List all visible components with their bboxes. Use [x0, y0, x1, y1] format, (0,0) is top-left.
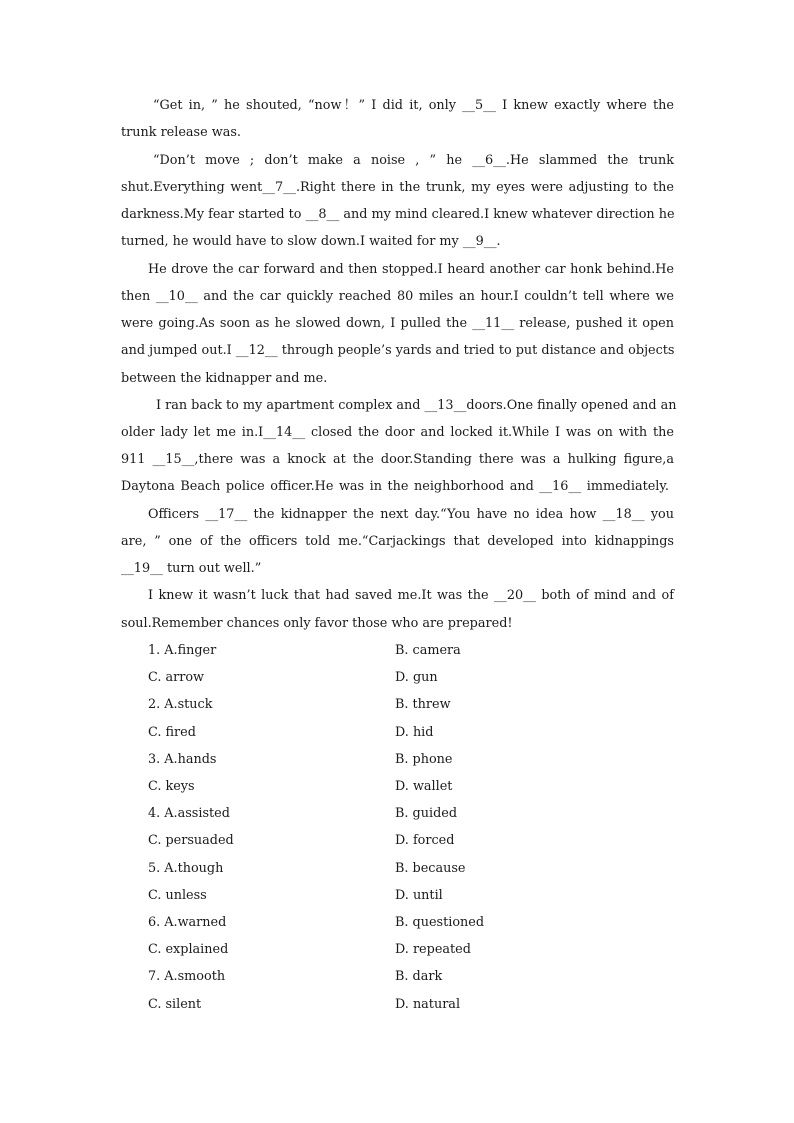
- option-left: 3. A.hands: [148, 752, 217, 767]
- option-left: C. explained: [148, 942, 229, 957]
- passage-line: and jumped out.I __12__ through people’s yards and tried to put distance and objects: [121, 343, 675, 358]
- passage-line: soul.Remember chances only favor those who are prepared!: [121, 616, 513, 631]
- option-right: D. wallet: [395, 779, 453, 794]
- passage-line: Daytona Beach police officer.He was in the neighborhood and __16__ immediately.: [121, 479, 669, 494]
- passage-line: “Don’t move ; don’t make a noise , ” he __6__.He slammed the trunk: [153, 153, 674, 168]
- passage-line: Officers __17__ the kidnapper the next day.“You have no idea how __18__ you: [148, 507, 674, 522]
- option-left: C. keys: [148, 779, 195, 794]
- passage-line: between the kidnapper and me.: [121, 371, 328, 386]
- option-left: C. arrow: [148, 670, 204, 685]
- option-right: D. hid: [395, 725, 434, 740]
- option-left: C. persuaded: [148, 833, 234, 848]
- passage-line: then __10__ and the car quickly reached 80 miles an hour.I couldn’t tell where we: [121, 289, 674, 304]
- passage-line: __19__ turn out well.”: [121, 561, 262, 576]
- passage-line: 911 __15__,there was a knock at the door.Standing there was a hulking figure,a: [121, 452, 674, 467]
- passage-line: He drove the car forward and then stopped.I heard another car honk behind.He: [148, 262, 674, 277]
- passage-line: older lady let me in.I__14__ closed the door and locked it.While I was on with the: [121, 425, 674, 440]
- option-left: 7. A.smooth: [148, 969, 226, 984]
- option-right: D. natural: [395, 997, 461, 1012]
- passage-line: were going.As soon as he slowed down, I pulled the __11__ release, pushed it open: [121, 316, 674, 331]
- option-right: B. phone: [395, 752, 453, 767]
- passage-line: I ran back to my apartment complex and __13__doors.One finally opened and an: [156, 398, 677, 413]
- passage-line: shut.Everything went__7__.Right there in the trunk, my eyes were adjusting to the: [121, 180, 674, 195]
- passage-line: turned, he would have to slow down.I waited for my __9__.: [121, 234, 501, 249]
- option-right: B. because: [395, 861, 466, 876]
- passage-line: trunk release was.: [121, 125, 241, 140]
- option-left: 4. A.assisted: [148, 806, 230, 821]
- option-left: 2. A.stuck: [148, 697, 213, 712]
- option-right: D. gun: [395, 670, 438, 685]
- passage-line: darkness.My fear started to __8__ and my mind cleared.I knew whatever direction he: [121, 207, 675, 222]
- option-left: 1. A.finger: [148, 643, 217, 658]
- option-right: B. guided: [395, 806, 458, 821]
- passage-line: are, ” one of the officers told me.“Carjackings that developed into kidnappings: [121, 534, 674, 549]
- passage-line: “Get in, ” he shouted, “now！” I did it, only __5__ I knew exactly where the: [153, 98, 674, 113]
- option-left: C. unless: [148, 888, 207, 903]
- option-left: 5. A.though: [148, 861, 224, 876]
- option-right: B. questioned: [395, 915, 485, 930]
- option-left: 6. A.warned: [148, 915, 227, 930]
- option-right: D. until: [395, 888, 443, 903]
- option-right: D. repeated: [395, 942, 471, 957]
- option-right: B. camera: [395, 643, 461, 658]
- option-right: D. forced: [395, 833, 455, 848]
- option-right: B. threw: [395, 697, 451, 712]
- option-right: B. dark: [395, 969, 443, 984]
- option-left: C. fired: [148, 725, 196, 740]
- passage-line: I knew it wasn’t luck that had saved me.It was the __20__ both of mind and of: [148, 588, 674, 603]
- option-left: C. silent: [148, 997, 202, 1012]
